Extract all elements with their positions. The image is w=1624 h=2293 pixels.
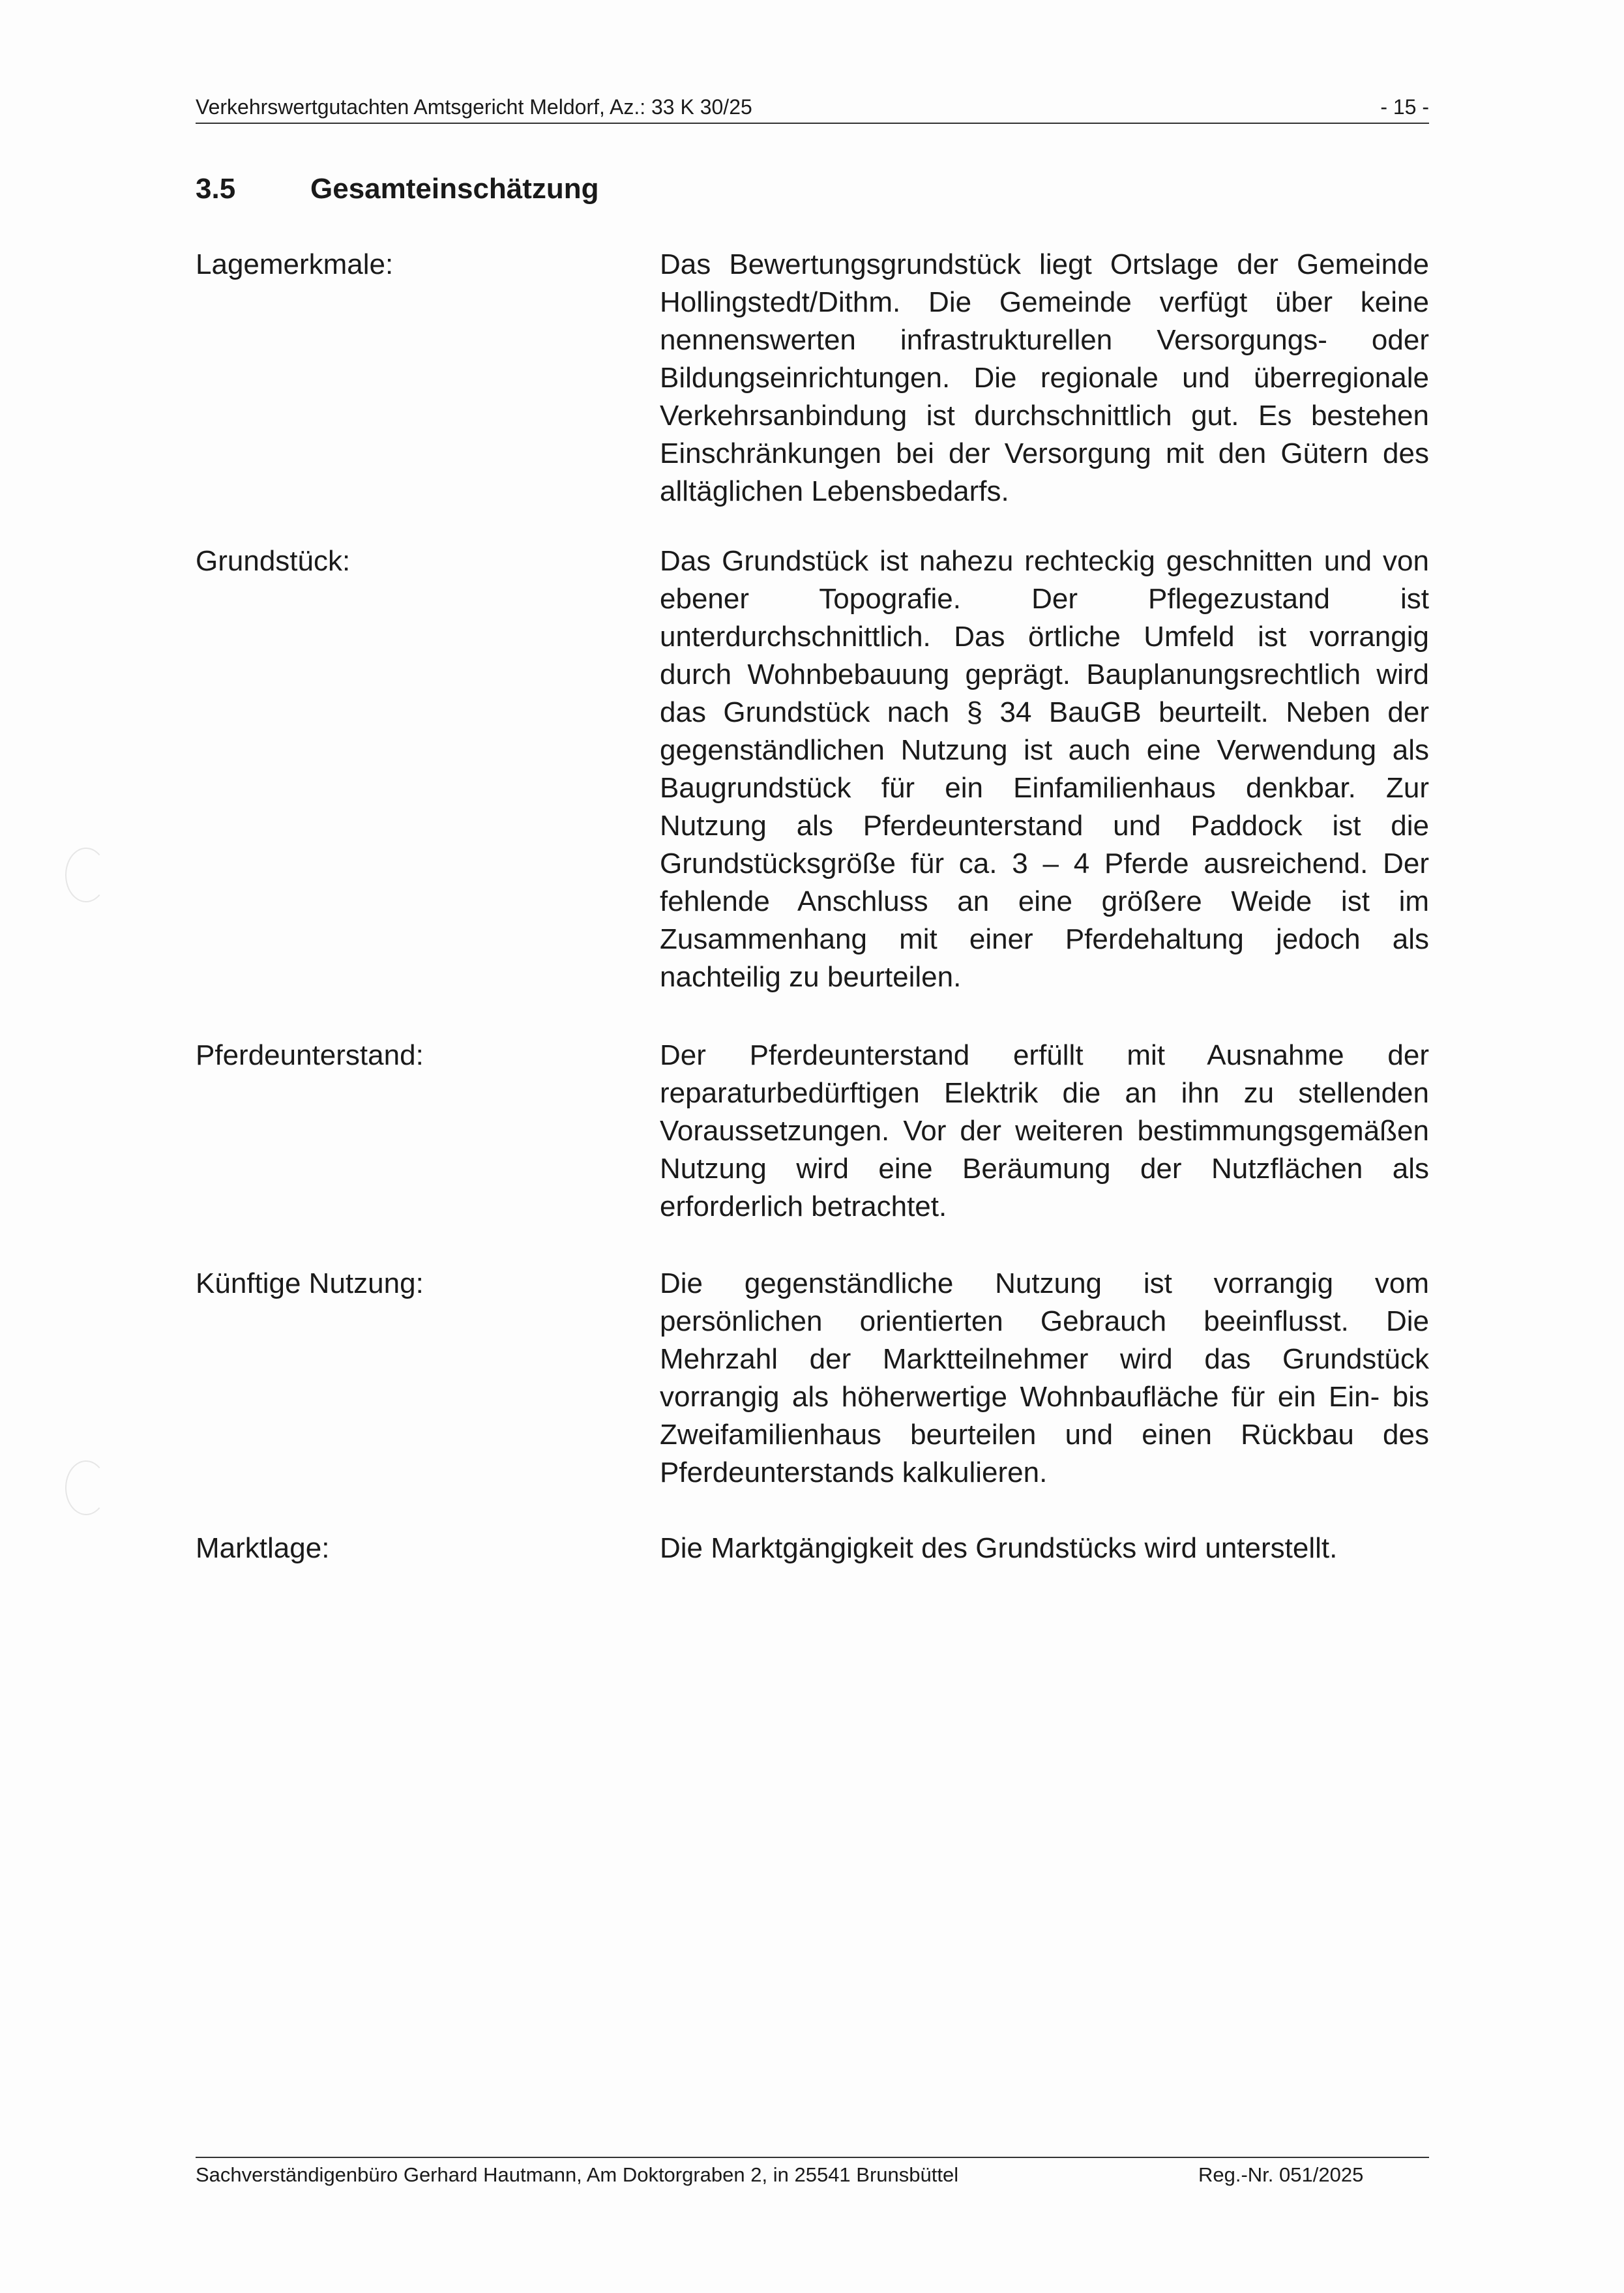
header-case-reference: Verkehrswertgutachten Amtsgericht Meldorf, Az.: 33 K 30/25 <box>196 95 752 119</box>
row-text: Der Pferdeunterstand erfüllt mit Ausnahme der reparaturbedürftigen Elektrik die an ihn zu stellenden Voraussetzungen. Vor der weiteren bestimmungsgemäßen Nutzung wird eine Beräumung der Nutzflächen als erforderlich betrachtet. <box>660 1039 1429 1222</box>
row-label: Marktlage: <box>196 1532 330 1564</box>
page-header <box>196 93 1429 124</box>
section-number: 3.5 <box>196 173 236 205</box>
footer-office-address: Sachverständigenbüro Gerhard Hautmann, Am Doktorgraben 2, in 25541 Brunsbüttel <box>196 2163 959 2186</box>
row-label: Lagemerkmale: <box>196 248 394 280</box>
page-number: - 15 - <box>1380 95 1429 119</box>
section-heading <box>196 171 599 207</box>
row-label: Grundstück: <box>196 545 351 577</box>
row-text: Die Marktgängigkeit des Grundstücks wird unterstellt. <box>660 1532 1338 1564</box>
section-title: Gesamteinschätzung <box>310 173 599 205</box>
row-text: Das Grundstück ist nahezu rechteckig geschnitten und von ebener Topografie. Der Pflegezustand ist unterdurchschnittlich. Das örtliche Umfeld ist vorrangig durch Wohnbebauung geprägt. Bauplanungsrechtlich wird das Grundstück nach § 34 BauGB beurteilt. Neben der gegenständlichen Nutzung ist auch eine Verwendung als Baugrundstück für ein Einfamilienhaus denkbar. Zur Nutzung als Pferdeunterstand und Paddock ist die Grundstücksgröße für ca. 3 – 4 Pferde ausreichend. Der fehlende Anschluss an eine größere Weide ist im Zusammenhang mit einer Pferdehaltung jedoch als nachteilig zu beurteilen. <box>660 545 1429 993</box>
footer-registration-number: Reg.-Nr. 051/2025 <box>1198 2163 1364 2186</box>
row-text: Die gegenständliche Nutzung ist vorrangig vom persönlichen orientierten Gebrauch beeinflusst. Die Mehrzahl der Marktteilnehmer wird das Grundstück vorrangig als höherwertige Wohnbaufläche für ein Ein- bis Zweifamilienhaus beurteilen und einen Rückbau des Pferdeunterstands kalkulieren. <box>660 1267 1429 1488</box>
page-footer <box>196 2157 1429 2186</box>
row-label: Künftige Nutzung: <box>196 1267 424 1299</box>
punch-hole-mark-top <box>65 848 107 902</box>
punch-hole-mark-bottom <box>65 1460 107 1515</box>
row-label: Pferdeunterstand: <box>196 1039 424 1071</box>
row-text: Das Bewertungsgrundstück liegt Ortslage der Gemeinde Hollingstedt/Dithm. Die Gemeinde verfügt über keine nennenswerten infrastrukturellen Versorgungs- oder Bildungseinrichtungen. Die regionale und überregionale Verkehrsanbindung ist durchschnittlich gut. Es bestehen Einschränkungen bei der Versorgung mit den Gütern des alltäglichen Lebensbedarfs. <box>660 248 1429 507</box>
